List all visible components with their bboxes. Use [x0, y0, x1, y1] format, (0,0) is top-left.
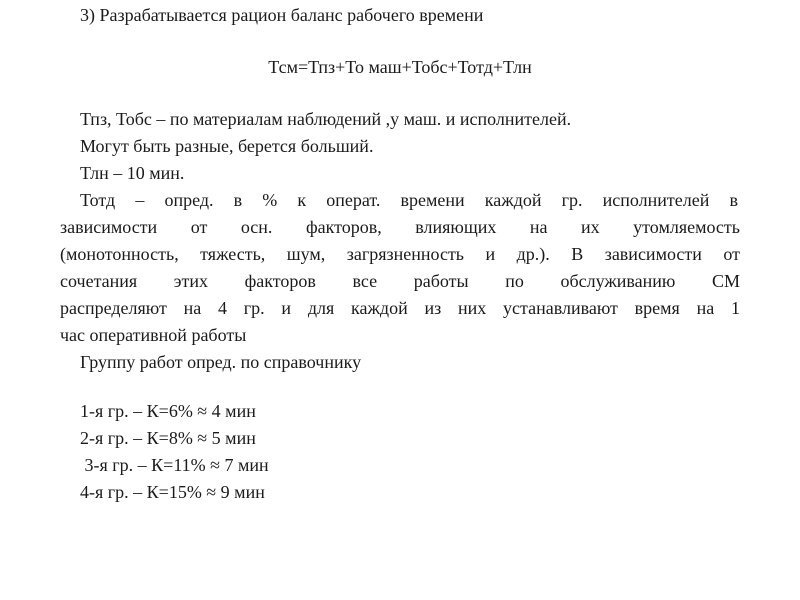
group-item-2: 2-я гр. – К=8% ≈ 5 мин	[80, 428, 256, 448]
paragraph-totd-line-4: сочетания этих факторов все работы по обслуживанию СМ	[60, 271, 740, 291]
paragraph-totd-line-2: зависимости от осн. факторов, влияющих на их утомляемость	[60, 217, 740, 237]
paragraph-tln: Тлн – 10 мин.	[80, 163, 185, 183]
paragraph-choose-larger: Могут быть разные, берется больший.	[80, 136, 374, 156]
paragraph-totd-line-6: час оперативной работы	[60, 325, 247, 345]
paragraph-totd-line-5: распределяют на 4 гр. и для каждой из них устанавливают время на 1	[60, 298, 740, 318]
group-item-4: 4-я гр. – К=15% ≈ 9 мин	[80, 482, 265, 502]
paragraph-observations: Тпз, Тобс – по материалам наблюдений ,у маш. и исполнителей.	[80, 109, 572, 129]
group-item-1: 1-я гр. – К=6% ≈ 4 мин	[80, 401, 256, 421]
paragraph-totd-line-3: (монотонность, тяжесть, шум, загрязненность и др.). В зависимости от	[60, 244, 740, 264]
heading: 3) Разрабатывается рацион баланс рабочего времени	[80, 5, 484, 25]
formula: Тсм=Тпз+То маш+Тобс+Тотд+Тлн	[268, 57, 532, 77]
paragraph-reference: Группу работ опред. по справочнику	[80, 352, 362, 372]
paragraph-totd-line-1: Тотд – опред. в % к операт. времени каждой гр. исполнителей в	[80, 190, 738, 210]
group-item-3: 3-я гр. – К=11% ≈ 7 мин	[80, 455, 269, 475]
